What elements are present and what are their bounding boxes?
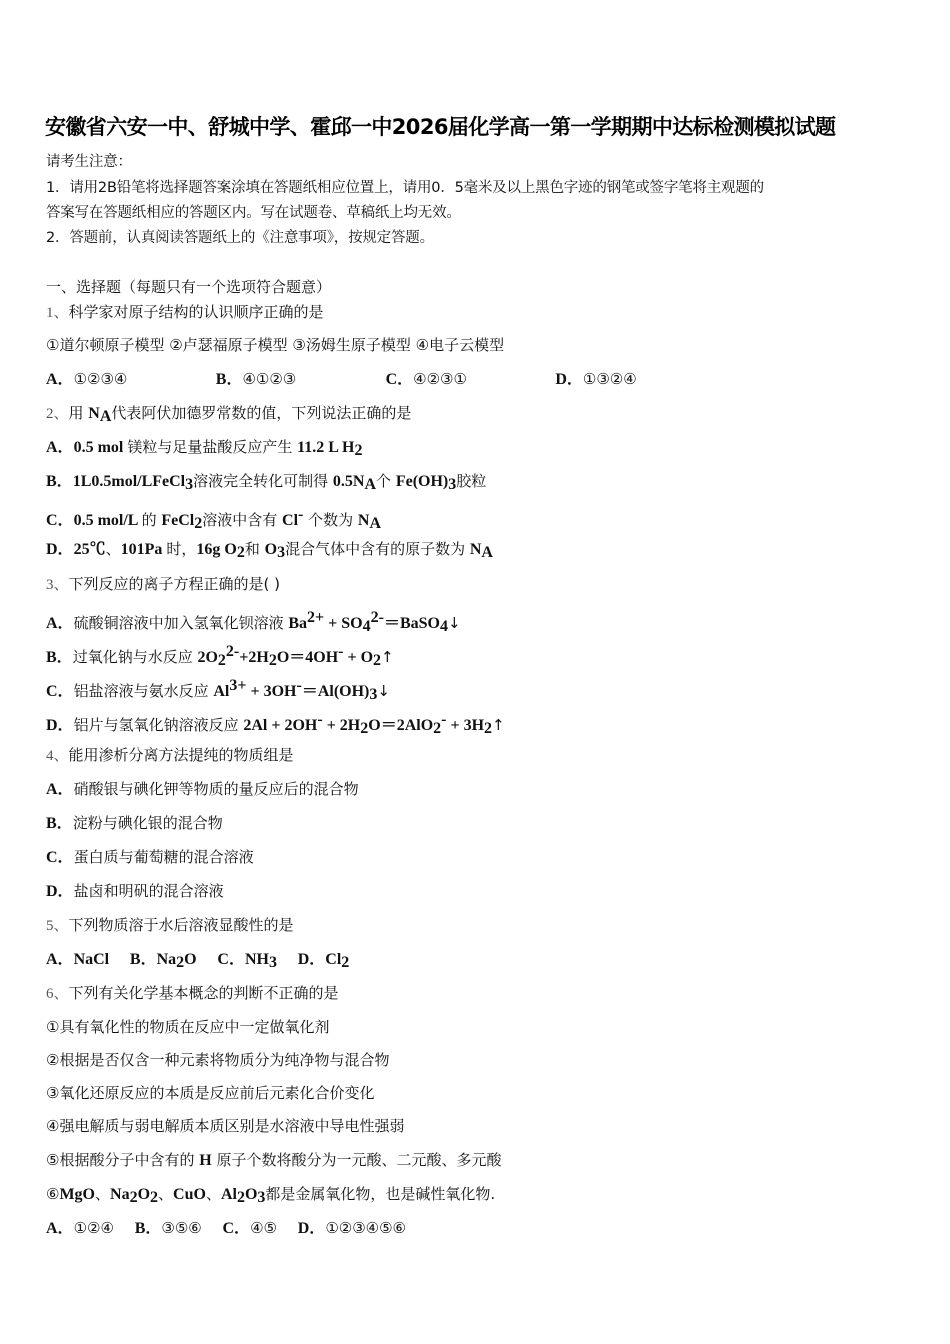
question-5-stem: 5、下列物质溶于水后溶液显酸性的是 xyxy=(46,916,294,934)
question-1-items: ①道尔顿原子模型 ②卢瑟福原子模型 ③汤姆生原子模型 ④电子云模型 xyxy=(46,336,505,354)
notice-item-1-line-1: 1．请用2B铅笔将选择题答案涂填在答题纸相应位置上，请用0．5毫米及以上黑色字迹的钢笔或签字笔将主观题的 xyxy=(46,180,764,196)
option-c: C．$NH_3$ xyxy=(217,951,277,971)
question-6-statement-2: ②根据是否仅含一种元素将物质分为纯净物与混合物 xyxy=(46,1051,390,1069)
question-2-option-d: D．25℃、101Pa 时，16g $O_2$和 $O_3$混合气体中含有的原子数为 $N_A$ xyxy=(46,540,493,561)
exam-title: 安徽省六安一中、舒城中学、霍邱一中2026届化学高一第一学期期中达标检测模拟试题 xyxy=(45,115,836,139)
question-6-options xyxy=(46,1218,406,1239)
question-2-option-c: C．0.5 mol/L 的 FeCl$_2$溶液中含有 Cl- 个数为 $N_A$ xyxy=(46,506,382,532)
question-5-options xyxy=(46,949,349,973)
option-d: D．①②③④⑤⑥ xyxy=(297,1219,406,1237)
question-4-stem: 4、能用渗析分离方法提纯的物质组是 xyxy=(46,746,294,764)
option-b: B．$Na_2O$ xyxy=(129,951,197,971)
option-b: B．④①②③ xyxy=(215,370,297,388)
question-4-option-c: C．蛋白质与葡萄糖的混合溶液 xyxy=(46,848,254,866)
question-3-option-c: C．铝盐溶液与氨水反应 $Al^{3+}$ + $3OH^-=Al(OH)_3↓$ xyxy=(46,677,390,703)
notice-heading: 请考生注意： xyxy=(46,154,132,170)
question-4-option-d: D．盐卤和明矾的混合溶液 xyxy=(46,882,224,900)
question-6-statement-3: ③氧化还原反应的本质是反应前后元素化合价变化 xyxy=(46,1084,375,1102)
option-d: D．$Cl_2$ xyxy=(297,951,350,971)
question-6-statement-1: ①具有氧化性的物质在反应中一定做氧化剂 xyxy=(46,1018,330,1036)
question-6-statement-5: ⑤根据酸分子中含有的 H 原子个数将酸分为一元酸、二元酸、多元酸 xyxy=(46,1151,502,1169)
option-a: A．NaCl xyxy=(46,951,110,968)
question-1-stem: 1、科学家对原子结构的认识顺序正确的是 xyxy=(46,303,324,321)
question-2-option-a: A．0.5 mol 镁粒与足量盐酸反应产生 11.2 L $H_2$ xyxy=(46,438,363,459)
question-3-option-a: A．硫酸铜溶液中加入氢氧化钡溶液 $Ba^{2+}$ + $SO_4^{2-}=BaSO_4↓$ xyxy=(46,609,461,635)
question-4-option-b: B．淀粉与碘化银的混合物 xyxy=(46,814,223,832)
notice-item-1-line-2: 答案写在答题纸相应的答题区内。写在试题卷、草稿纸上均无效。 xyxy=(46,205,461,221)
option-a: A．①②③④ xyxy=(46,370,128,388)
question-4-option-a: A．硝酸银与碘化钾等物质的量反应后的混合物 xyxy=(46,780,359,798)
question-6-statement-4: ④强电解质与弱电解质本质区别是水溶液中导电性强弱 xyxy=(46,1117,405,1135)
option-b: B．③⑤⑥ xyxy=(134,1219,202,1237)
question-3-stem: 3、下列反应的离子方程正确的是( ) xyxy=(46,575,280,593)
question-number: 1、 xyxy=(46,305,69,321)
question-6-statement-6: ⑥MgO、$Na_2O_2$、CuO、$Al_2O_3$都是金属氧化物，也是碱性氧化物. xyxy=(46,1185,496,1206)
question-3-option-b: B．过氧化钠与水反应 $2O_2^{2-}+2H_2O=4OH^-$ + $O_2↑$ xyxy=(46,643,394,669)
question-3-option-d: D．铝片与氢氧化钠溶液反应 $2Al + 2OH^- + 2H_2O=2AlO_2^-$ + $3H_2↑$ xyxy=(46,711,505,737)
option-d: D．①③②④ xyxy=(555,370,637,388)
notice-item-2: 2．答题前，认真阅读答题纸上的《注意事项》，按规定答题。 xyxy=(46,230,434,246)
option-a: A．①②④ xyxy=(46,1219,114,1237)
option-c: C．④⑤ xyxy=(222,1219,277,1237)
question-6-stem: 6、下列有关化学基本概念的判断不正确的是 xyxy=(46,984,339,1002)
question-1-options xyxy=(46,369,637,390)
option-c: C．④②③① xyxy=(385,370,467,388)
question-2-stem: 2、用 $N_A$代表阿伏加德罗常数的值，下列说法正确的是 xyxy=(46,404,412,425)
question-2-option-b: B．1L0.5mol/LFeCl$_3$溶液完全转化可制得 $0.5N_A$个 $Fe(OH)_3$胶粒 xyxy=(46,472,487,493)
section-heading: 一、选择题（每题只有一个选项符合题意） xyxy=(46,278,332,296)
